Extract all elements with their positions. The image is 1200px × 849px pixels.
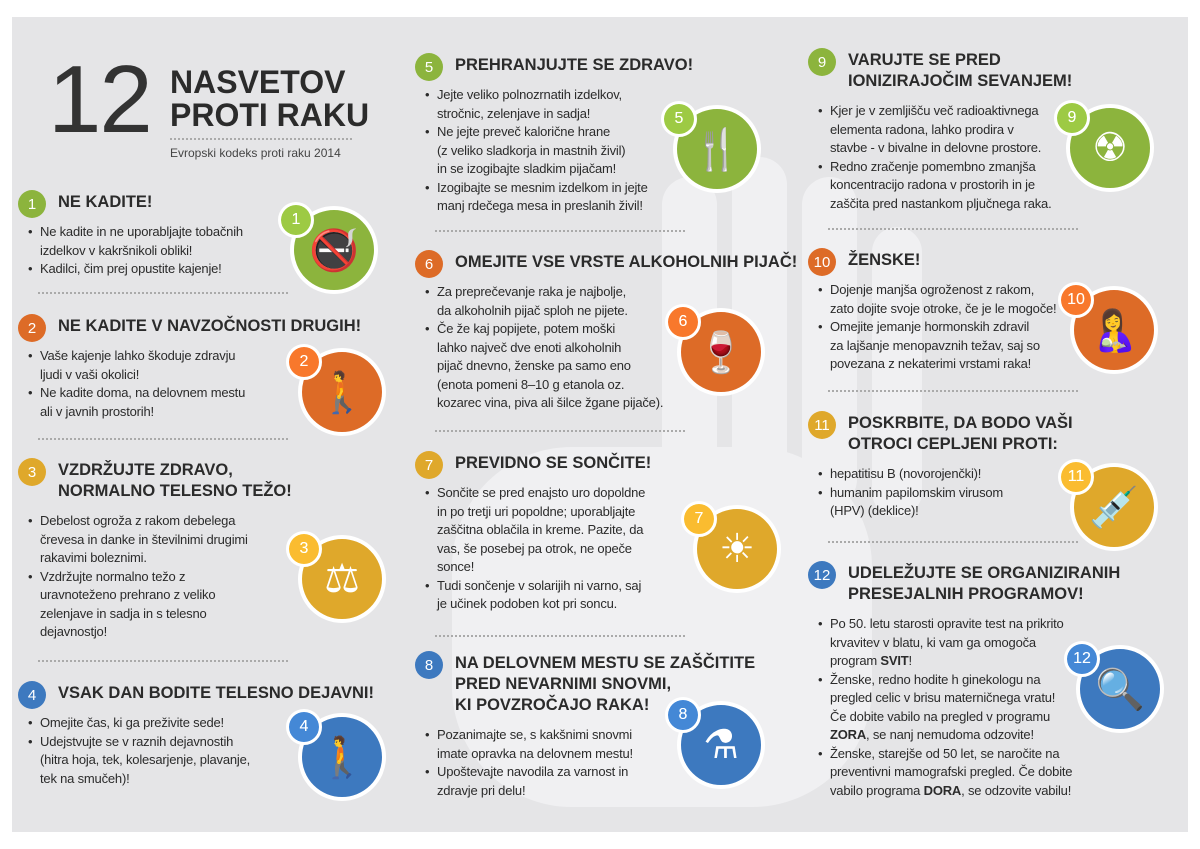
bullet-line: • Vaše kajenje lahko škoduje zdravju: [40, 348, 236, 363]
tip-heading-line: VSAK DAN BODITE TELESNO DEJAVNI!: [58, 684, 374, 702]
icon-number-badge: 11: [1058, 459, 1094, 495]
bullet-line: izdelkov v kakršnikoli obliki!: [40, 242, 193, 258]
tip-heading-line: PRESEJALNIH PROGRAMOV!: [848, 585, 1084, 603]
bullet-line: • Kjer je v zemljišču več radioaktivnega: [830, 103, 1039, 118]
bullet-line: preventivni mamografski pregled. Če dobite: [830, 764, 1073, 779]
tip-number-badge: 10: [808, 248, 836, 276]
bullet-line: tek na smučeh)!: [40, 770, 130, 786]
tip-heading: [415, 55, 795, 76]
bullet-line: • Vzdržujte normalno težo z: [40, 568, 186, 584]
bullet-line: • hepatitisu B (novorojenčki)!: [830, 466, 982, 481]
tip-heading-line: PREHRANJUJTE SE ZDRAVO!: [455, 56, 694, 74]
bullet-line: sonce!: [437, 559, 475, 574]
section-divider: [435, 635, 685, 637]
tip-heading: [808, 250, 1188, 271]
bullet-line: za lajšanje menopavznih težav, saj so: [830, 337, 1040, 353]
section-divider: [828, 541, 1078, 543]
bullet-line: krvavitev v blatu, ki vam ga omogoča: [830, 634, 1036, 650]
passive-smoking-person-icon: 🚶: [298, 348, 386, 436]
icon-number-badge: 2: [286, 344, 322, 380]
bullet-line: • Omejite jemanje hormonskih zdravil: [830, 319, 1030, 334]
bullet-line: ali v javnih prostorih!: [40, 403, 154, 419]
bullet-line: • Ženske, redno hodite h ginekologu na: [830, 671, 1041, 687]
section-divider: [828, 228, 1078, 230]
icon-number-badge: 6: [665, 304, 701, 340]
tip-heading: [808, 413, 1188, 455]
cutlery-icon: 🍴: [673, 105, 761, 193]
bullet-line: stročnic, zelenjave in sadja!: [437, 105, 591, 121]
section-divider: [828, 390, 1078, 392]
bullet-line: ljudi v vaši okolici!: [40, 366, 140, 382]
tip-heading-line: VZDRŽUJTE ZDRAVO,: [58, 461, 233, 479]
tip-heading-line: KI POVZROČAJO RAKA!: [455, 696, 650, 714]
bullet-line: elementa radona, lahko prodira v: [830, 121, 1014, 137]
bullet-line: pijač dnevno, ženske pa samo eno: [437, 358, 631, 373]
tip-number-badge: 11: [808, 411, 836, 439]
section-divider: [38, 660, 288, 662]
tip-section-10: [808, 250, 1188, 374]
title-line: PROTI RAKU: [170, 97, 370, 133]
tip-heading-line: NE KADITE!: [58, 193, 153, 211]
tip-heading: [808, 563, 1188, 605]
bullet-line: zaščita pred nastankom pljučnega raka.: [830, 195, 1052, 211]
tip-bullet: [808, 745, 1188, 801]
bullet-line: • Upoštevajte navodila za varnost in: [437, 764, 629, 779]
tip-heading-line: OMEJITE VSE VRSTE ALKOHOLNIH PIJAČ!: [455, 253, 798, 271]
tip-number-badge: 6: [415, 250, 443, 278]
tip-section-11: [808, 413, 1188, 530]
breastfeeding-mother-icon: 🤱: [1070, 286, 1158, 374]
tip-heading-line: VARUJTE SE PRED: [848, 51, 1001, 69]
bullet-line: • Če že kaj popijete, potem moški: [437, 321, 616, 336]
tip-section-7: [415, 453, 795, 614]
tip-heading-line: NA DELOVNEM MESTU SE ZAŠČITITE: [455, 654, 756, 672]
bullet-line: • humanim papilomskim virusom: [830, 484, 1004, 500]
icon-number-badge: 10: [1058, 282, 1094, 318]
magnifier-eye-icon: 🔍: [1076, 645, 1164, 733]
title-line: NASVETOV: [170, 64, 346, 100]
bullet-line: • Po 50. letu starosti opravite test na prikrito: [830, 616, 1064, 631]
bullet-line: lahko največ dve enoti alkoholnih: [437, 339, 622, 355]
tip-heading: [415, 252, 798, 273]
bullet-line: • Za preprečevanje raka je najbolje,: [437, 284, 627, 299]
tip-heading-line: PREVIDNO SE SONČITE!: [455, 454, 652, 472]
tip-number-badge: 3: [18, 458, 46, 486]
tip-section-12: [808, 563, 1188, 800]
bullet-line: je učinek podoben kot pri soncu.: [437, 596, 618, 611]
section-divider: [38, 438, 288, 440]
tip-heading-line: ŽENSKE!: [848, 251, 921, 269]
tip-heading: [18, 460, 398, 502]
tip-heading: [18, 683, 398, 704]
bullet-line: in se izogibajte sladkim pijačam!: [437, 161, 617, 176]
tip-heading: [808, 50, 1188, 92]
tip-number-badge: 12: [808, 561, 836, 589]
icon-number-badge: 8: [665, 697, 701, 733]
bullet-line: • Izogibajte se mesnim izdelkom in jejte: [437, 179, 648, 195]
tip-number-badge: 7: [415, 451, 443, 479]
tip-number-badge: 2: [18, 314, 46, 342]
bullet-line: manj rdečega mesa in preslanih živil!: [437, 198, 643, 213]
tip-heading-line: PRED NEVARNIMI SNOVMI,: [455, 675, 672, 693]
tip-section-2: [18, 316, 398, 421]
icon-number-badge: 3: [286, 531, 322, 567]
walking-person-icon: 🚶: [298, 713, 386, 801]
bullet-line: • Dojenje manjša ogroženost z rakom,: [830, 282, 1035, 297]
bullet-line: vabilo programa DORA, se odzovite vabilu!: [830, 782, 1072, 798]
bullet-line: • Udejstvujte se v raznih dejavnostih: [40, 733, 234, 749]
tip-heading: [18, 316, 398, 337]
bullet-line: zato dojite svoje otroke, če je le mogoče!: [830, 300, 1057, 316]
bold-program-name: ZORA: [830, 727, 867, 742]
bold-program-name: DORA: [923, 782, 962, 798]
bullet-line: program SVIT!: [830, 653, 912, 668]
bullet-line: zaščitna oblačila in kreme. Pazite, da: [437, 522, 644, 537]
bullet-line: vas, še posebej pa otrok, ne opeče: [437, 540, 632, 556]
icon-number-badge: 7: [681, 501, 717, 537]
bullet-line: rakavimi boleznimi.: [40, 550, 147, 565]
bullet-line: • Redno zračenje pomembno zmanjša: [830, 158, 1036, 174]
tip-section-3: [18, 460, 398, 642]
icon-number-badge: 4: [286, 709, 322, 745]
bullet-line: da alkoholnih pijač sploh ne pijete.: [437, 302, 628, 318]
bullet-line: uravnoteženo prehrano z veliko: [40, 587, 216, 602]
tip-number-badge: 1: [18, 190, 46, 218]
bullet-line: (enota pomeni 8–10 g etanola oz.: [437, 376, 625, 392]
tip-number-badge: 4: [18, 681, 46, 709]
bullet-line: pregled celic v brisu materničnega vratu!: [830, 690, 1056, 705]
bullet-line: ZORA, se nanj nemudoma odzovite!: [830, 727, 1034, 742]
bullet-line: • Ne kadite doma, na delovnem mestu: [40, 385, 246, 400]
bullet-line: Če dobite vabilo na pregled v programu: [830, 708, 1051, 724]
bullet-line: • Debelost ogroža z rakom debelega: [40, 513, 236, 528]
page-title: [170, 66, 369, 132]
bullet-line: (z veliko sladkorja in mastnih živil): [437, 142, 626, 158]
tip-section-9: [808, 50, 1188, 213]
bullet-line: dejavnostjo!: [40, 624, 107, 639]
tip-number-badge: 8: [415, 651, 443, 679]
tip-section-1: [18, 192, 398, 279]
tip-heading: [415, 453, 795, 474]
tip-heading-line: NORMALNO TELESNO TEŽO!: [58, 482, 292, 500]
subtitle: Evropski kodeks proti raku 2014: [170, 146, 341, 160]
bullet-line: (HPV) (deklice)!: [830, 503, 919, 518]
tip-section-6: [415, 252, 798, 413]
bullet-line: zelenjave in sadja in s telesno: [40, 605, 207, 621]
bullet-line: povezana z nekaterimi vrstami raka!: [830, 356, 1032, 371]
tip-section-8: [415, 653, 795, 800]
icon-number-badge: 1: [278, 202, 314, 238]
flask-icon: ⚗: [677, 701, 765, 789]
bullet-line: • Sončite se pred enajsto uro dopoldne: [437, 485, 646, 500]
tip-section-4: [18, 683, 398, 788]
bullet-line: • Ne kadite in ne uporabljajte tobačnih: [40, 224, 243, 239]
tip-heading-line: IONIZIRAJOČIM SEVANJEM!: [848, 72, 1073, 90]
bullet-line: stavbe - v bivalne in delovne prostore.: [830, 140, 1042, 155]
bottle-glasses-icon: 🍷: [677, 308, 765, 396]
divider: [170, 138, 352, 140]
title-number: 12: [48, 46, 151, 153]
bullet-line: črevesa in danke in številnimi drugimi: [40, 531, 248, 547]
scale-icon: ⚖: [298, 535, 386, 623]
sun-clock-icon: ☀: [693, 505, 781, 593]
bullet-line: • Pozanimajte se, s kakšnimi snovmi: [437, 727, 632, 742]
icon-number-badge: 12: [1064, 641, 1100, 677]
bullet-line: kozarec vina, piva ali šilce žgane pijače).: [437, 395, 664, 410]
section-divider: [435, 230, 685, 232]
tip-number-badge: 5: [415, 53, 443, 81]
bullet-line: • Tudi sončenje v solarijih ni varno, saj: [437, 577, 642, 593]
bullet-line: • Ženske, starejše od 50 let, se naročite na: [830, 745, 1060, 761]
bullet-line: zdravje pri delu!: [437, 782, 526, 798]
section-divider: [38, 292, 288, 294]
no-smoking-icon: 🚭: [290, 206, 378, 294]
bullet-line: • Ne jejte preveč kalorične hrane: [437, 124, 611, 139]
bullet-line: (hitra hoja, tek, kolesarjenje, plavanje,: [40, 752, 251, 767]
bullet-line: koncentracijo radona v prostorih in je: [830, 177, 1035, 192]
tip-heading-line: POSKRBITE, DA BODO VAŠI: [848, 414, 1073, 432]
bullet-line: • Kadilci, čim prej opustite kajenje!: [40, 261, 222, 276]
tip-heading-line: OTROCI CEPLJENI PROTI:: [848, 435, 1058, 453]
bullet-line: • Jejte veliko polnozrnatih izdelkov,: [437, 87, 622, 102]
bold-program-name: SVIT: [880, 653, 909, 668]
tip-heading-line: UDELEŽUJTE SE ORGANIZIRANIH: [848, 564, 1121, 582]
bullet-line: • Omejite čas, ki ga preživite sede!: [40, 715, 224, 730]
syringe-icon: 💉: [1070, 463, 1158, 551]
bullet-line: imate opravka na delovnem mestu!: [437, 745, 633, 761]
tip-number-badge: 9: [808, 48, 836, 76]
icon-number-badge: 5: [661, 101, 697, 137]
house-radiation-icon: ☢: [1066, 104, 1154, 192]
tip-section-5: [415, 55, 795, 216]
section-divider: [435, 430, 685, 432]
bullet-line: in po tretji uri popoldne; uporabljajte: [437, 503, 636, 519]
tip-heading-line: NE KADITE V NAVZOČNOSTI DRUGIH!: [58, 317, 362, 335]
icon-number-badge: 9: [1054, 100, 1090, 136]
